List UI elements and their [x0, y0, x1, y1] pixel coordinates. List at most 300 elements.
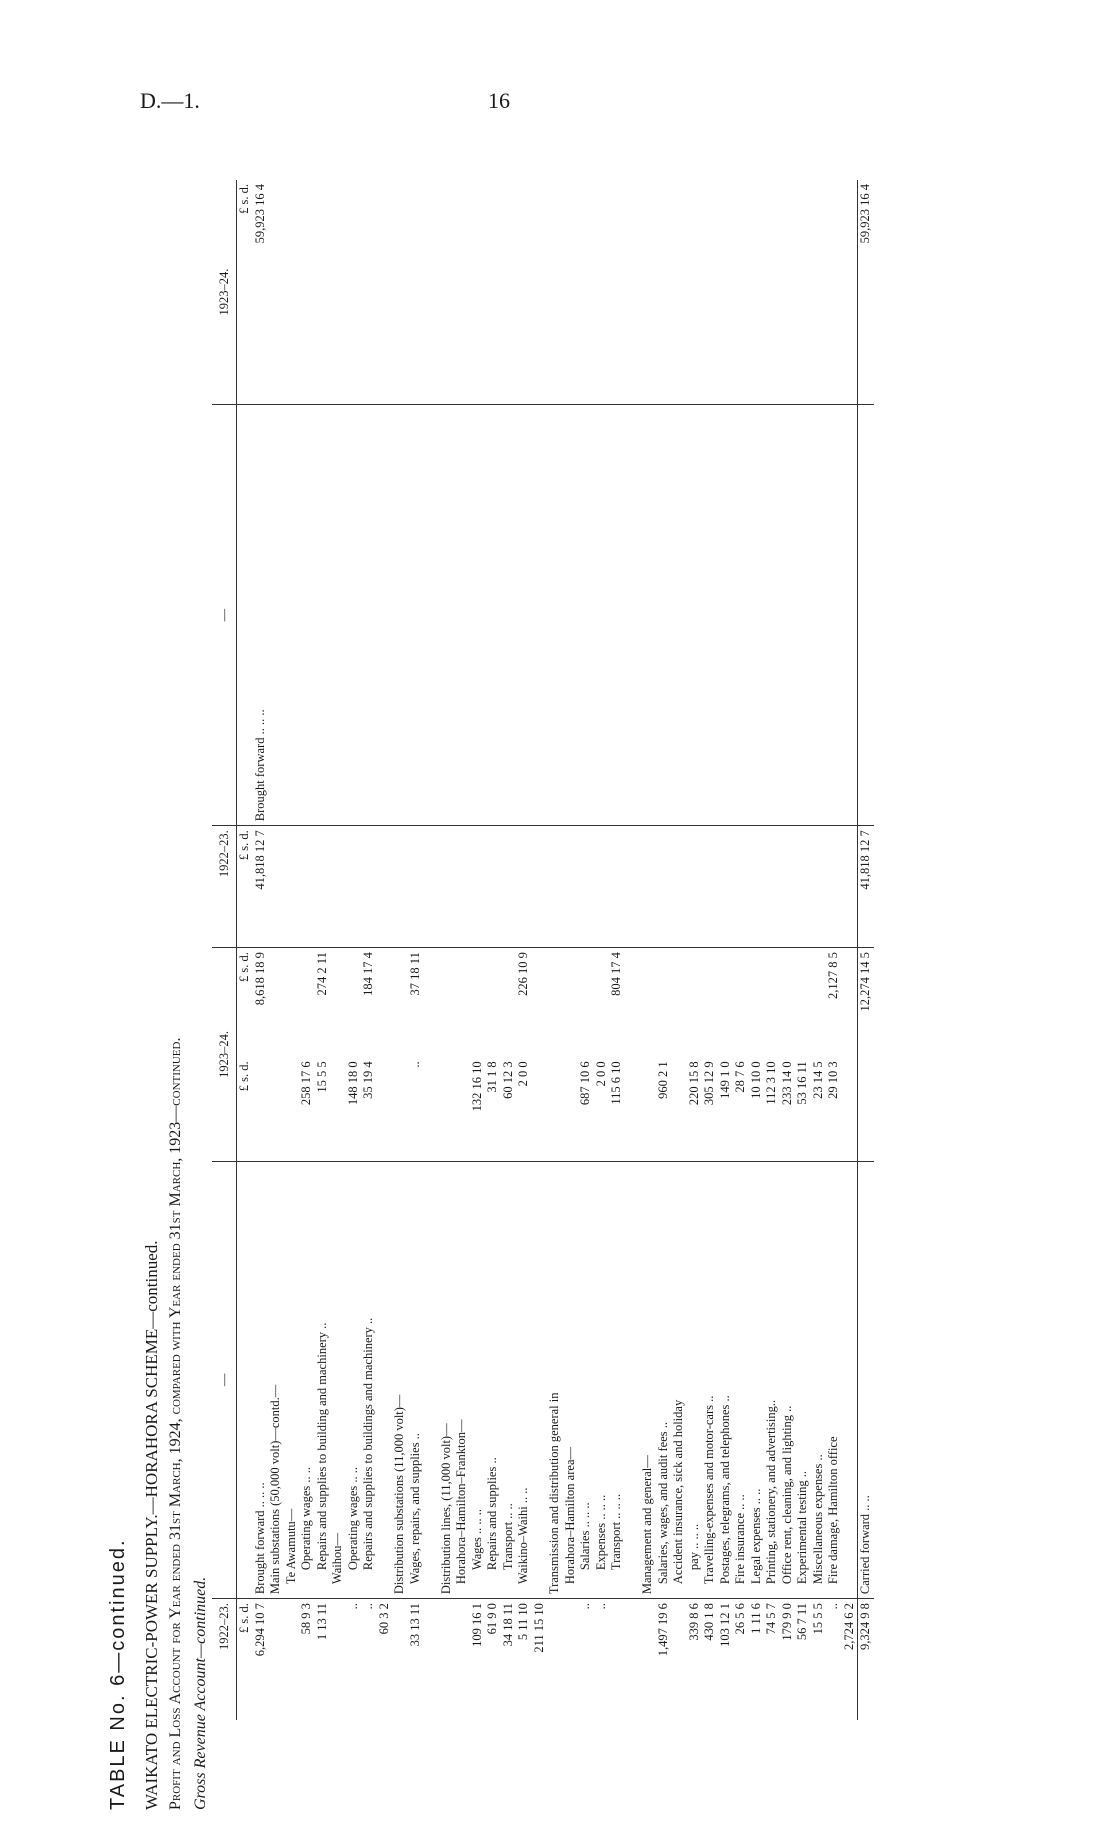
group-total: 37 18 11 [408, 948, 424, 1058]
right-description [392, 405, 408, 826]
right-description [625, 405, 641, 826]
right-item-amount [470, 301, 486, 405]
right-total [764, 180, 780, 301]
group-total [547, 948, 563, 1058]
table-row [315, 180, 331, 1720]
table-title: TABLE No. 6—continued. [107, 1538, 129, 1810]
right-description [609, 405, 625, 826]
right-total [346, 180, 362, 301]
right-prev-amount [268, 826, 284, 948]
item-description: Experimental testing .. [795, 1161, 811, 1598]
right-item-amount [702, 301, 718, 405]
right-prev-amount [454, 826, 470, 948]
revenue-account-table [212, 180, 874, 1720]
right-description [284, 405, 300, 826]
table-row [547, 180, 563, 1720]
right-prev-amount [842, 826, 858, 948]
carried-prev-total: 9,324 9 8 [858, 1599, 874, 1720]
prev-year-amount: .. [578, 1599, 594, 1720]
right-item-amount [423, 301, 439, 405]
right-total [485, 180, 501, 301]
item-amount: 220 15 8 [686, 1061, 701, 1106]
group-total [470, 948, 486, 1058]
right-description [578, 405, 594, 826]
prev-year-amount: 74 5 7 [764, 1599, 780, 1720]
units-cell: £ s. d. [237, 184, 251, 214]
table-row [485, 180, 501, 1720]
item-description: Salaries, wages, and audit fees .. [656, 1161, 672, 1598]
right-item-amount [516, 301, 532, 405]
right-total [423, 180, 439, 301]
right-item-amount [594, 301, 610, 405]
item-amount [330, 1057, 346, 1161]
item-description: Printing, stationery, and advertising.. [764, 1161, 780, 1598]
prev-year-amount [392, 1599, 408, 1720]
right-description [842, 405, 858, 826]
right-total: 59,923 16 4 [252, 184, 267, 244]
table-row [764, 180, 780, 1720]
table-row [284, 180, 300, 1720]
right-description [640, 405, 656, 826]
units-desc-cell [237, 405, 253, 826]
right-final-blank [858, 301, 874, 405]
prev-year-amount: 1,497 19 6 [656, 1599, 672, 1720]
prev-year-amount: 15 5 5 [811, 1599, 827, 1720]
right-prev-amount [485, 826, 501, 948]
group-total [284, 948, 300, 1058]
right-item-amount [578, 301, 594, 405]
right-description [718, 405, 734, 826]
table-row [563, 180, 579, 1720]
right-description [702, 405, 718, 826]
item-amount: 35 19 4 [361, 1061, 375, 1099]
group-total: 8,618 18 9 [253, 948, 269, 1058]
item-amount [625, 1057, 641, 1161]
right-description [377, 405, 393, 826]
group-total [656, 948, 672, 1058]
item-description: Horahora–Hamilton–Frankton— [454, 1161, 470, 1598]
right-total [656, 180, 672, 301]
page-number: 16 [488, 88, 510, 113]
right-description [687, 405, 703, 826]
item-amount: 29 10 3 [826, 1061, 840, 1099]
prev-year-amount: 5 11 10 [516, 1599, 532, 1720]
prev-year-amount [284, 1599, 300, 1720]
table-row [687, 180, 703, 1720]
item-amount: 2 0 0 [516, 1061, 530, 1087]
right-total [795, 180, 811, 301]
table-row [625, 180, 641, 1720]
right-description [826, 405, 842, 826]
right-description [780, 405, 796, 826]
table-row [454, 180, 470, 1720]
prev-year-amount: 33 13 11 [408, 1599, 424, 1720]
right-item-amount [454, 301, 470, 405]
right-prev-amount [826, 826, 842, 948]
item-amount: 149 1 0 [717, 1061, 732, 1099]
item-amount: 148 18 0 [345, 1061, 360, 1106]
prev-year-amount: .. [594, 1599, 610, 1720]
right-prev-amount [640, 826, 656, 948]
table-row [656, 180, 672, 1720]
group-total [687, 948, 703, 1058]
right-total [454, 180, 470, 301]
group-total [268, 948, 284, 1058]
right-prev-amount [330, 826, 346, 948]
group-total [795, 948, 811, 1058]
item-description: Operating wages .. .. [346, 1161, 362, 1598]
right-item-amount [780, 301, 796, 405]
right-description [315, 405, 331, 826]
item-description [625, 1161, 641, 1598]
right-item-amount [826, 301, 842, 405]
right-total [268, 180, 284, 301]
table-row [640, 180, 656, 1720]
right-prev-amount [795, 826, 811, 948]
item-description: Expenses .. .. .. [594, 1161, 610, 1598]
units-row [237, 180, 253, 1720]
item-description: Waihou— [330, 1161, 346, 1598]
prev-year-amount: 61 9 0 [485, 1599, 501, 1720]
group-total [780, 948, 796, 1058]
table-row [268, 180, 284, 1720]
right-prev-amount [671, 826, 687, 948]
right-item-amount [795, 301, 811, 405]
group-total: 274 2 11 [315, 948, 331, 1058]
prev-year-amount [454, 1599, 470, 1720]
table-row [578, 180, 594, 1720]
right-item-amount [811, 301, 827, 405]
right-item-amount [609, 301, 625, 405]
right-prev-amount [718, 826, 734, 948]
units-cell: £ s. d. [237, 1061, 251, 1092]
prev-year-amount [625, 1599, 641, 1720]
right-total [578, 180, 594, 301]
item-description: Wages, repairs, and supplies .. [408, 1161, 424, 1598]
right-description [733, 405, 749, 826]
table-row [377, 180, 393, 1720]
item-description: Operating wages .. .. [299, 1161, 315, 1598]
group-total [594, 948, 610, 1058]
right-description [439, 405, 455, 826]
right-item-amount [501, 301, 517, 405]
item-amount: 53 16 11 [795, 1061, 809, 1105]
prev-year-amount: 179 9 0 [780, 1599, 796, 1720]
item-description: pay .. .. .. [687, 1161, 703, 1598]
right-description [516, 405, 532, 826]
item-description: Transport .. .. .. [609, 1161, 625, 1598]
right-item-amount [532, 301, 548, 405]
right-prev-amount: 41,818 12 7 [253, 826, 269, 948]
right-item-amount [268, 301, 284, 405]
item-amount: 233 14 0 [779, 1061, 794, 1106]
group-total: 226 10 9 [516, 948, 532, 1058]
right-total [377, 180, 393, 301]
right-prev-amount [501, 826, 517, 948]
right-description [749, 405, 765, 826]
item-amount: 31 1 8 [485, 1061, 499, 1093]
right-final-total: 59,923 16 4 [858, 180, 874, 301]
group-total [439, 948, 455, 1058]
item-description: Horahora–Hamilton area— [563, 1161, 579, 1598]
group-total [625, 948, 641, 1058]
prev-year-amount: 1 13 11 [315, 1599, 331, 1720]
right-prev-amount [609, 826, 625, 948]
right-item-amount [284, 301, 300, 405]
table-row [702, 180, 718, 1720]
item-amount [392, 1057, 408, 1161]
right-item-amount [842, 301, 858, 405]
right-item-amount [563, 301, 579, 405]
group-total [718, 948, 734, 1058]
right-prev-amount [439, 826, 455, 948]
item-amount [284, 1057, 300, 1161]
right-prev-amount [470, 826, 486, 948]
item-amount: 258 17 6 [299, 1061, 313, 1106]
right-description [764, 405, 780, 826]
header-1923-24-right: 1923–24. [212, 180, 237, 405]
right-item-amount [408, 301, 424, 405]
right-prev-amount [563, 826, 579, 948]
right-item-amount [361, 301, 377, 405]
carried-blank [858, 1057, 874, 1161]
right-total [547, 180, 563, 301]
document-reference: D.—1. [140, 88, 200, 113]
right-total [842, 180, 858, 301]
prev-year-amount: 58 9 3 [299, 1599, 315, 1720]
right-item-amount [315, 301, 331, 405]
right-description [423, 405, 439, 826]
table-row [795, 180, 811, 1720]
right-prev-amount [656, 826, 672, 948]
item-amount: .. [407, 1061, 422, 1068]
right-item-amount [656, 301, 672, 405]
right-total [749, 180, 765, 301]
units-cell: £ s. d. [237, 1599, 253, 1720]
item-amount: 2 0 0 [593, 1061, 608, 1087]
right-description [656, 405, 672, 826]
right-total [594, 180, 610, 301]
right-item-amount [377, 301, 393, 405]
item-amount: 23 14 5 [810, 1061, 825, 1099]
item-amount: 112 3 10 [764, 1061, 778, 1105]
carried-forward-label: Carried forward .. .. [858, 1161, 874, 1598]
right-item-amount [733, 301, 749, 405]
carried-total: 12,274 14 5 [858, 948, 874, 1058]
header-1922-23-left: 1922–23. [212, 1599, 237, 1720]
right-prev-amount [780, 826, 796, 948]
right-prev-amount [811, 826, 827, 948]
item-description [423, 1161, 439, 1598]
right-prev-amount [284, 826, 300, 948]
item-description: Brought forward .. .. .. [253, 1161, 269, 1598]
right-total [826, 180, 842, 301]
right-total [609, 180, 625, 301]
group-total [423, 948, 439, 1058]
right-prev-amount [687, 826, 703, 948]
table-row [253, 180, 269, 1720]
group-total [733, 948, 749, 1058]
right-total [718, 180, 734, 301]
item-amount [563, 1057, 579, 1161]
item-amount: 10 10 0 [748, 1061, 763, 1099]
right-description [563, 405, 579, 826]
group-total [501, 948, 517, 1058]
table-row [470, 180, 486, 1720]
header-1923-24-left: 1923–24. [212, 948, 237, 1161]
right-prev-amount [377, 826, 393, 948]
item-amount [671, 1057, 687, 1161]
right-prev-amount [516, 826, 532, 948]
right-prev-amount [547, 826, 563, 948]
right-total [392, 180, 408, 301]
table-row [516, 180, 532, 1720]
right-total [671, 180, 687, 301]
item-amount [532, 1057, 548, 1161]
table-header-row [212, 180, 237, 1720]
item-amount: 60 12 3 [500, 1061, 515, 1099]
table-row [330, 180, 346, 1720]
item-description: Wages .. .. .. [470, 1161, 486, 1598]
right-total [687, 180, 703, 301]
item-amount [547, 1057, 563, 1161]
scheme-title: WAIKATO ELECTRIC-POWER SUPPLY.—HORAHORA SCHEME—continued. [142, 1240, 161, 1810]
prev-year-amount: 339 8 6 [687, 1599, 703, 1720]
group-total [532, 948, 548, 1058]
right-prev-amount [749, 826, 765, 948]
prev-year-amount [563, 1599, 579, 1720]
right-total [439, 180, 455, 301]
right-description [454, 405, 470, 826]
group-total [640, 948, 656, 1058]
table-row [392, 180, 408, 1720]
table-row [408, 180, 424, 1720]
right-item-amount [625, 301, 641, 405]
right-item-amount [330, 301, 346, 405]
carried-forward-row [858, 180, 874, 1720]
prev-year-amount: 34 18 11 [501, 1599, 517, 1720]
right-prev-amount [346, 826, 362, 948]
right-description [532, 405, 548, 826]
group-total [330, 948, 346, 1058]
right-total [702, 180, 718, 301]
right-description [361, 405, 377, 826]
right-total [563, 180, 579, 301]
prev-year-amount [330, 1599, 346, 1720]
prev-year-amount [547, 1599, 563, 1720]
right-item-amount [764, 301, 780, 405]
prev-year-amount: .. [361, 1599, 377, 1720]
right-description [594, 405, 610, 826]
item-description [377, 1161, 393, 1598]
item-amount [842, 1057, 858, 1161]
right-description [671, 405, 687, 826]
right-total [501, 180, 517, 301]
item-amount: 687 10 6 [578, 1061, 592, 1106]
right-description [299, 405, 315, 826]
table-row [749, 180, 765, 1720]
right-item-amount [485, 301, 501, 405]
group-total: 184 17 4 [361, 948, 377, 1058]
item-description: Repairs and supplies to buildings and machinery .. [361, 1161, 377, 1598]
item-description: Repairs and supplies to building and machinery .. [315, 1161, 331, 1598]
right-prev-amount [625, 826, 641, 948]
table-row [501, 180, 517, 1720]
table-row [299, 180, 315, 1720]
prev-year-amount [671, 1599, 687, 1720]
item-description: Office rent, cleaning, and lighting .. [780, 1161, 796, 1598]
group-total [671, 948, 687, 1058]
item-description: Distribution lines, (11,000 volt)— [439, 1161, 455, 1598]
right-total [733, 180, 749, 301]
table-row [718, 180, 734, 1720]
item-amount [454, 1057, 470, 1161]
right-description [470, 405, 486, 826]
item-amount [640, 1057, 656, 1161]
right-item-amount [718, 301, 734, 405]
right-item-amount [547, 301, 563, 405]
item-description: Main substations (50,000 volt)—contd.— [268, 1161, 284, 1598]
right-description [501, 405, 517, 826]
item-description: Distribution substations (11,000 volt)— [392, 1161, 408, 1598]
right-description [547, 405, 563, 826]
table-row [439, 180, 455, 1720]
right-item-amount [253, 301, 269, 405]
group-total [299, 948, 315, 1058]
account-subtitle: Gross Revenue Account—continued. [192, 1576, 209, 1810]
right-total [330, 180, 346, 301]
right-prev-amount [299, 826, 315, 948]
account-title: Profit and Loss Account for Year ended 31st March, 1924, compared with Year ended 31st March, 1923—continued. [167, 1037, 184, 1810]
group-total [764, 948, 780, 1058]
group-total [454, 948, 470, 1058]
item-description: Waikino–Waihi .. .. [516, 1161, 532, 1598]
table-row [811, 180, 827, 1720]
prev-year-amount: 60 3 2 [377, 1599, 393, 1720]
right-description [330, 405, 346, 826]
right-total [284, 180, 300, 301]
right-item-amount [640, 301, 656, 405]
prev-year-amount [640, 1599, 656, 1720]
right-total [780, 180, 796, 301]
right-prev-amount [702, 826, 718, 948]
units-cell [237, 301, 253, 405]
item-description: Miscellaneous expenses .. [811, 1161, 827, 1598]
item-description [532, 1161, 548, 1598]
table-row [532, 180, 548, 1720]
right-total [532, 180, 548, 301]
item-description: Fire damage, Hamilton office [826, 1161, 842, 1598]
right-description [408, 405, 424, 826]
item-description: Management and general— [640, 1161, 656, 1598]
item-amount [268, 1057, 284, 1161]
item-amount [423, 1057, 439, 1161]
prev-year-amount [609, 1599, 625, 1720]
right-total [640, 180, 656, 301]
right-prev-amount [733, 826, 749, 948]
item-description: Postages, telegrams, and telephones .. [718, 1161, 734, 1598]
right-prev-amount [315, 826, 331, 948]
group-total [392, 948, 408, 1058]
right-final-label [858, 405, 874, 826]
item-amount: 15 5 5 [314, 1061, 329, 1093]
units-cell: £ s. d. [237, 948, 253, 1058]
prev-year-amount [423, 1599, 439, 1720]
right-item-amount [439, 301, 455, 405]
table-row [826, 180, 842, 1720]
header-dash-left: — [212, 1161, 237, 1598]
table-row [733, 180, 749, 1720]
